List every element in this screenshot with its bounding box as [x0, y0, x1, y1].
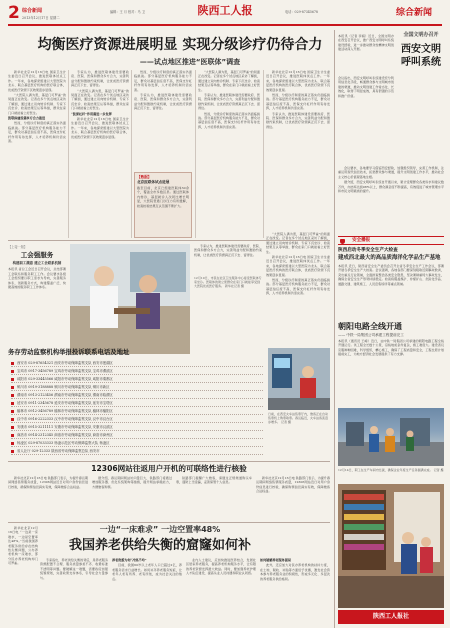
bottom-headline: 我国养老供给失衡的窟窿如何补 — [68, 538, 251, 553]
lead-photo-caption: 12月10日，市民在社区卫生服务中心接受医联体专家坐诊。医联体的建立使群众在家门口就能享受到大医院优质医疗服务。 新华社记者 摄 — [194, 276, 262, 288]
middle-photo — [268, 348, 330, 410]
ad-text: 陕西工人报社 — [372, 613, 409, 620]
list-item-text: 延安市 0911-2345678 延安市劳动保障监察支队 延安市宝塔区 — [17, 401, 113, 405]
right-column-divider — [334, 30, 335, 628]
lead-paragraph: 专家认为，推进医联体建设需要政府、医院、医保和群众多方合力，完善利益分配和激励约束机制，让优质医疗资源真正沉下去、留得住。 — [266, 111, 330, 129]
vertical-title-block — [398, 32, 444, 128]
brand-logo: 陕西工人报 — [197, 4, 253, 17]
lead-paragraph: “大医院人满为患，基层门可罗雀”的局面正在改变。记者在多个试点地区采访了解到，通过建立双向转诊机制、专家下沉坐诊、检查结果互认等举措，群众在家门口就能看上好医生。 — [198, 70, 260, 92]
story2-subheadline: 建成西北最大的高品质海洋化学品生产基地 — [338, 255, 441, 261]
bottom-kicker: 一边“一床难求” 一边空置率48% — [99, 525, 221, 534]
list-item — [11, 431, 263, 439]
section-rule — [8, 522, 330, 523]
bottom-column-5 — [260, 558, 330, 624]
section-label-right: 综合新闻 — [396, 8, 433, 18]
bullet-icon — [11, 426, 14, 429]
section-label: 综合新闻 — [22, 8, 43, 14]
bottom-paragraph: 新华社北京12月16日电 “一边是一床难求，一边是空置率达48%。”当前我国养老服务供给存在结构性失衡问题，公办养老机构一床难求，部分民办养老机构却门可罗雀。 — [8, 526, 38, 566]
lead-paragraph: 新华社北京12月16日电 国家卫生计生委近日召开会议，推进医联体试点工作。一年来，各地探索组建以大型医院为龙头、联合基层医疗机构的医疗联合体，优质医疗资源下沉效果逐步显现。 — [266, 70, 330, 92]
bottom-paragraph: 专家指出，养老供给失衡的背后，是养老服务资源配置不合理、服务质量参差不齐、收费标准不透明等问题。要破解这一难题，需要政府加强统筹规划，完善政策支持体系，引导社会力量参与。 — [40, 558, 108, 580]
middle-paragraph: 新华社北京12月16日电 铁路部门表示，为提升春运期间网络售票服务质量，12306网站近日对用户身份信息进行核验，确保购票信息真实有效，保障旅客合法权益。 — [8, 476, 88, 489]
lead-paragraph: 专家认为，推进医联体建设需要政府、医院、医保和群众多方合力，完善利益分配和激励约束机制，让优质医疗资源真正沉下去、留得住。 — [198, 93, 260, 111]
right-intro: 本报讯（记者 李娟）近日，全国文明办在西安召开会议，推广西安文明呼叫系统建设经验，进一步推动群众性精神文明创建活动深入开展。 — [338, 34, 394, 52]
subsection-heading: 如何破解养老服务困局 — [260, 558, 291, 562]
lead-paragraph: 然而，分级诊疗制度的真正落实仍面临挑战。部分基层医疗机构服务能力不足，群众对基层信任度不高，医保支付杠杆作用有待发挥，人才培养机制仍需完善。 — [266, 93, 330, 111]
bullet-icon — [11, 442, 14, 445]
middle-headline: 12306网站往返用户开机的可联络性进行核验 — [91, 464, 247, 473]
inset-body: 截至目前，北京已组建医联体30余个，覆盖全市多数区县。通过医联体内转诊，基层就诊人次同比增长明显，大医院普通门诊压力有所缓解，检查检验结果互认范围不断扩大。 — [137, 186, 189, 208]
list-item — [11, 367, 263, 375]
bottom-paragraph: 此外，还应加大对民办养老机构的扶持力度，在土地、税收、补贴等方面给予优惠，激发社会资本参与养老服务业的积极性，形成多元化、多层次的养老服务供给格局。 — [260, 563, 330, 581]
list-item-text: 省人社厅 029-12333 陕西省劳动保障监察总队 西安市 — [17, 449, 100, 453]
lead-headline: 均衡医疗资源进展明显 实现分级诊疗仍待合力 — [37, 37, 323, 53]
right-paragraph: 据介绍，西安文明呼叫系统自开通以来，累计受理群众各类诉求和建议数万件，办结率达到98%以上，群众满意度不断提高，有效促进了城市管理水平和市民文明素质的提升。 — [338, 180, 444, 194]
ad-strip — [338, 610, 444, 624]
lead-column-3 — [134, 70, 192, 170]
doctor-illustration — [70, 244, 190, 354]
lead-paragraph: 新华社北京12月16日电 国家卫生计生委近日召开会议，推进医联体试点工作。一年来，各地探索组建以大型医院为龙头、联合基层医疗机构的医疗联合体，优质医疗资源下沉效果逐步显现。 — [8, 70, 66, 92]
section-rule — [8, 461, 330, 462]
bullet-icon — [11, 370, 14, 373]
library-illustration — [338, 484, 444, 608]
list-item-text: 宝鸡市 0917-3456789 宝鸡市劳动保障监察支队 宝鸡市渭滨区 — [17, 369, 113, 373]
bottom-left-title: 工会强服务 — [20, 251, 54, 259]
lead-photo — [70, 244, 190, 354]
middle-photo-caption: 日前，在西安火车站售票厅内，旅客正在自动售票机上购票取票。春运临近，火车站客流逐步增多。 记者 摄 — [268, 412, 329, 424]
middle-paragraph: 据介绍，春运期间网站访问量巨大，铁路部门将通过增加服务器、优化系统架构等措施，提升网站承载能力，方便旅客购票。 — [92, 476, 172, 489]
bottom-column-2 — [40, 558, 108, 624]
bottom-column-1 — [8, 526, 38, 624]
vertical-title-line: 西安文明 — [401, 44, 441, 55]
shield-icon — [340, 239, 345, 244]
middle-paragraph: 铁路部门提醒广大旅客，请通过正规渠道购买车票，谨防上当受骗，妥善保管个人信息。 — [176, 476, 252, 485]
subsection-heading: “医保杠杆”作用需进一步发挥 — [71, 111, 112, 116]
date-line: 2013年12月17日 星期二 — [22, 16, 60, 20]
lead-paragraph: “大医院人满为患，基层门可罗雀”的局面正在改变。记者在多个试点地区采访了解到，通过建立双向转诊机制、专家下沉坐诊、检查结果互认等举措，群众在家门口就能看上好医生。 — [266, 232, 330, 254]
story3-body: 本报讯（通讯员 王峰）近日，由中铁一局集团公司承建的朝阳电路工程全线开通运行。该工程全长数十公里，沿线地质条件复杂，施工难度大。建设者们克服种种困难，科学组织，精心施工，确保了工程质量和安全，工程比原计划提前完工，为地方经济社会发展提供了有力支撑。 — [338, 339, 444, 357]
list-item-text: 渭南市 0913-2123456 渭南市劳动保障监察支队 渭南市临渭区 — [17, 393, 113, 397]
middle-column-4 — [256, 476, 330, 520]
bottom-paragraph: 业内人士建议，应加快推进医养结合，发展社区居家养老服务，提高养老机构服务水平，让有限的养老资源发挥最大效益。同时，要加强养老护理人才队伍建设，提高从业人员待遇和职业认同感。 — [186, 558, 256, 576]
list-item — [11, 447, 263, 455]
inset-subtitle: 北京医联体试点进展 — [137, 180, 170, 184]
list-item-text: 咸阳市 029-33445566 咸阳市劳动保障监察支队 咸阳市秦都区 — [17, 377, 113, 381]
middle-column-1 — [8, 476, 88, 520]
bullet-icon — [11, 402, 14, 405]
column-divider — [68, 70, 69, 238]
right-body: 会议指出，西安文明呼叫系统建设充分利用信息化手段，畅通群众参与文明城市创建的渠道，推动文明创建工作常态化、长效化，取得了明显成效，具有很强的示范和推广价值。 — [338, 76, 394, 98]
list-item — [11, 375, 263, 383]
list-item-text: 榆林市 0912-3456789 榆林市劳动保障监察支队 榆林市榆阳区 — [17, 409, 113, 413]
list-item-text: 杨凌区 029-87033333 杨凌示范区劳动保障监察大队 杨凌区 — [17, 441, 110, 445]
story3-headline: 朝阳电路全线开通 — [338, 322, 402, 331]
lead-column-4 — [198, 70, 260, 238]
bullet-icon — [11, 418, 14, 421]
vertical-title-line: 呼叫系统 — [401, 57, 441, 68]
lead-paragraph: 然而，分级诊疗制度的真正落实仍面临挑战。部分基层医疗机构服务能力不足，群众对基层信任度不高，医保支付杠杆作用有待发挥，人才培养机制仍需完善。 — [8, 121, 66, 144]
inset-title: 【数据】 — [137, 175, 152, 179]
lead-paragraph: 专家认为，推进医联体建设需要政府、医院、医保和群众多方合力，完善利益分配和激励约束机制，让优质医疗资源真正沉下去、留得住。 — [134, 93, 192, 111]
page-number: 2 — [8, 3, 20, 23]
safety-tag — [338, 236, 444, 245]
right-paragraph: 会议要求，各地要学习借鉴西安经验，加强组织领导，完善工作机制，注重运用现代信息技术，拓宽群众参与渠道，提升文明创建工作水平，推动社会主义核心价值观落地生根。 — [338, 166, 444, 179]
middle-column-2 — [92, 476, 172, 520]
list-item-text: 西安市 029-87654321 西安市劳动保障监察支队 西安市莲湖区 — [17, 361, 113, 365]
workers-illustration — [338, 408, 444, 466]
lead-paragraph: 新华社北京12月16日电 国家卫生计生委近日召开会议，推进医联体试点工作。一年来，各地探索组建以大型医院为龙头、联合基层医疗机构的医疗联合体，优质医疗资源下沉效果逐步显现。 — [71, 117, 129, 139]
bullet-icon — [11, 378, 14, 381]
list-item-text: 安康市 0915-3211111 安康市劳动保障监察支队 安康市汉滨区 — [17, 425, 113, 429]
story3-subheadline: —— 中铁一局集团公司承建工程提前完工 — [338, 333, 404, 337]
bullet-icon — [11, 394, 14, 397]
lead-paragraph: 专家认为，推进医联体建设需要政府、医院、医保和群众多方合力，完善利益分配和激励约束机制，让优质医疗资源真正沉下去、留得住。 — [71, 70, 129, 88]
list-item-text: 汉中市 0916-2222333 汉中市劳动保障监察支队 汉中市汉台区 — [17, 417, 113, 421]
list-item — [11, 359, 263, 367]
lead-column-1 — [8, 70, 66, 238]
bottom-left-sub: 构建职工满意 建立工会联系机制 — [12, 261, 62, 265]
bullet-icon — [11, 434, 14, 437]
lead-column-2 — [71, 70, 129, 238]
continued-tag: 【上接一版】 — [8, 245, 28, 249]
list-item-text: 商洛市 0914-2312345 商洛市劳动保障监察支队 商洛市商州区 — [17, 433, 113, 437]
right-body-continued — [338, 166, 444, 232]
column-divider — [263, 70, 264, 238]
list-item — [11, 407, 263, 415]
right-intro-text — [338, 34, 394, 162]
list-item — [11, 423, 263, 431]
ticket-hall-illustration — [268, 348, 330, 410]
story2-headline: 陕西启动冬季安全生产大检查 — [338, 248, 398, 253]
column-divider — [195, 70, 196, 238]
right-photo — [338, 408, 444, 466]
column-divider — [131, 70, 132, 238]
lead-column-5 — [266, 70, 330, 230]
bottom-column-3 — [112, 558, 182, 624]
safety-tag-label: 安全播报 — [352, 238, 371, 243]
bullet-icon — [11, 386, 14, 389]
bottom-right-photo — [338, 484, 444, 608]
lead-paragraph: “大医院人满为患，基层门可罗雀”的局面正在改变。记者在多个试点地区采访了解到，通过建立双向转诊机制、专家下沉坐诊、检查结果互认等举措，群众在家门口就能看上好医生。 — [71, 88, 129, 111]
lead-paragraph: 新华社北京12月16日电 国家卫生计生委近日召开会议，推进医联体试点工作。一年来，各地探索组建以大型医院为龙头、联合基层医疗机构的医疗联合体，优质医疗资源下沉效果逐步显现。 — [266, 255, 330, 277]
list-item — [11, 383, 263, 391]
lead-inset — [134, 172, 192, 238]
lead-paragraph: 专家认为，推进医联体建设需要政府、医院、医保和群众多方合力，完善利益分配和激励约束机制，让优质医疗资源真正沉下去、留得住。 — [194, 244, 262, 257]
contact-line: 电话：029-87345678 — [285, 10, 318, 14]
bullet-icon — [11, 410, 14, 413]
lead-paragraph: 然而，分级诊疗制度的真正落实仍面临挑战。部分基层医疗机构服务能力不足，群众对基层信任度不高，医保支付杠杆作用有待发挥，人才培养机制仍需完善。 — [198, 111, 260, 129]
right-photo-caption: 12月14日，职工在生产车间内忙碌，确保企业年度生产任务圆满完成。 记者 摄 — [338, 468, 444, 472]
bottom-left-body: 本报讯 省总工会近日召开会议，总结部署工会联系和服务职工工作。会议要求各级工会组织要以职工需求为导向，完善服务体系，创新服务方式，构建覆盖广泛、快捷高效的服务职工工作体系。 — [8, 267, 66, 290]
list-title: 务存劳动监察机构举报投诉联系电话及地址 — [8, 348, 130, 356]
bottom-left-story — [8, 244, 66, 346]
editor-line: 编辑：王 月 校对：马 卫 — [110, 10, 145, 14]
lead-paragraph: “大医院人满为患，基层门可罗雀”的局面正在改变。记者在多个试点地区采访了解到，通过建立双向转诊机制、专家下沉坐诊、检查结果互认等举措，群众在家门口就能看上好医生。 — [8, 93, 66, 115]
list-item — [11, 399, 263, 407]
bottom-paragraph: 目前，我国60岁以上老年人口已超过2亿，养老服务需求日益增长。如何补齐养老服务短板，让老年人老有所养、老有所依，成为社会关注的焦点。 — [112, 563, 182, 581]
list-item — [11, 391, 263, 399]
masthead — [0, 0, 450, 30]
bottom-column-4 — [186, 558, 256, 624]
lead-paragraph: 然而，分级诊疗制度的真正落实仍面临挑战。部分基层医疗机构服务能力不足，群众对基层信任度不高，医保支付杠杆作用有待发挥，人才培养机制仍需完善。 — [134, 70, 192, 92]
vertical-title-line: 全国文明办召开 — [403, 32, 439, 38]
list-item — [11, 439, 263, 447]
lead-column-6 — [266, 232, 330, 346]
bullet-icon — [11, 450, 14, 453]
lead-paragraph: 然而，分级诊疗制度的真正落实仍面临挑战。部分基层医疗机构服务能力不足，群众对基层信任度不高，医保支付杠杆作用有待发挥，人才培养机制仍需完善。 — [266, 278, 330, 296]
lead-subheadline: ——试点地区推进“医联体”调查 — [139, 58, 241, 66]
masthead-rule — [8, 24, 442, 26]
middle-column-3 — [176, 476, 252, 520]
list-item-text: 铜川市 0919-3188888 铜川市劳动保障监察支队 铜川市新区 — [17, 385, 110, 389]
subsection-heading: 养老资源为何“冷热不均” — [112, 558, 147, 562]
bullet-icon — [11, 362, 14, 365]
lead-column-7 — [194, 244, 262, 274]
list-item — [11, 415, 263, 423]
story2-body: 本报讯 近日，陕西省安全生产委员会召开全省冬季安全生产工作会议，部署开展冬季安全生产大检查。会议强调，各地各部门要深刻吸取近期事故教训，突出重点行业领域，全面排查整治各类安全隐患，坚决遏制重特大事故发生，确保全省安全生产形势持续稳定。检查将覆盖煤矿、非煤矿山、危险化学品、道路交通、建筑施工、人员密集场所等重点领域。 — [338, 264, 444, 286]
middle-paragraph: 新华社北京12月16日电 铁路部门表示，为提升春运期间网络售票服务质量，12306网站近日对用户身份信息进行核验，确保购票信息真实有效，保障旅客合法权益。 — [256, 476, 330, 494]
subsection-heading: 医联体建设需多方合力推进 — [8, 116, 46, 121]
